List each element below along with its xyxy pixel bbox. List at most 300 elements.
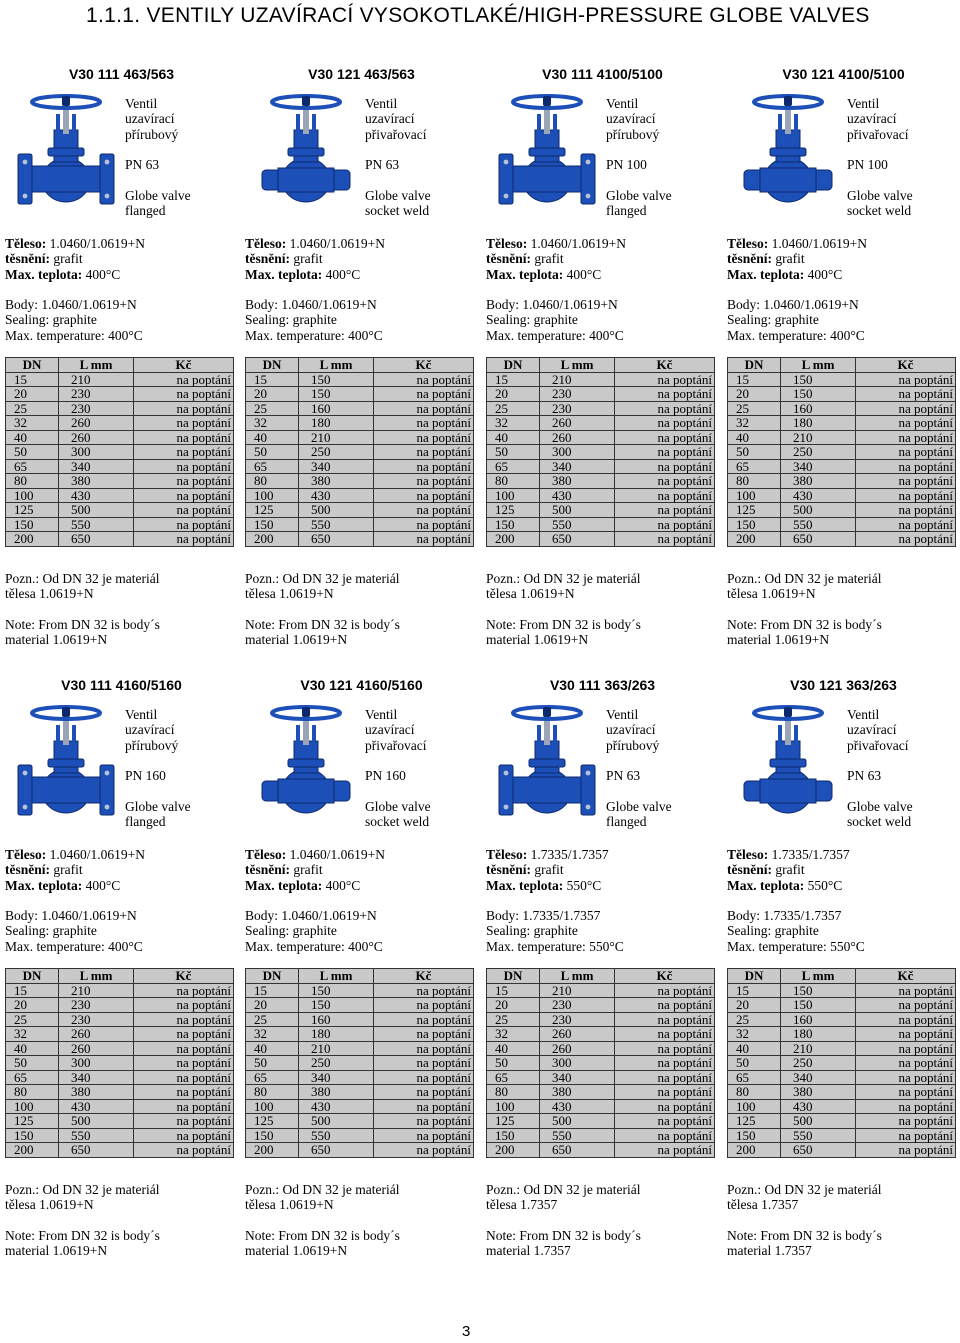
table-cell: 50 bbox=[487, 1056, 540, 1071]
spec-czech bbox=[727, 236, 867, 282]
table-cell: 550 bbox=[59, 1128, 134, 1143]
spec-line: Max. teplota: 400°C bbox=[486, 266, 602, 282]
table-cell: 340 bbox=[781, 1070, 856, 1085]
table-row bbox=[487, 517, 715, 532]
valve-image bbox=[12, 90, 120, 208]
table-row bbox=[6, 430, 234, 445]
table-row bbox=[6, 488, 234, 503]
material-note bbox=[5, 1182, 160, 1258]
table-cell: na poptání bbox=[374, 1128, 474, 1143]
spec-line: Body: 1.0460/1.0619+N bbox=[727, 297, 859, 312]
dimension-table bbox=[5, 357, 234, 547]
table-row bbox=[728, 416, 956, 431]
table-cell: 200 bbox=[487, 532, 540, 547]
table-cell: na poptání bbox=[374, 1114, 474, 1129]
table-cell: na poptání bbox=[134, 1099, 234, 1114]
table-row bbox=[487, 1128, 715, 1143]
dimension-table bbox=[245, 968, 474, 1158]
note-line: tělesa 1.0619+N bbox=[245, 586, 334, 602]
description-line bbox=[365, 783, 431, 798]
table-row bbox=[246, 998, 474, 1013]
table-row bbox=[487, 387, 715, 402]
spec-english bbox=[5, 297, 143, 343]
table-row bbox=[487, 401, 715, 416]
table-cell: 20 bbox=[246, 387, 299, 402]
description-line: PN 160 bbox=[125, 768, 166, 784]
note-line: Pozn.: Od DN 32 je materiál bbox=[727, 1182, 882, 1197]
description-line: PN 63 bbox=[606, 768, 641, 784]
table-row bbox=[728, 517, 956, 532]
table-cell: na poptání bbox=[856, 1143, 956, 1158]
table-row bbox=[487, 430, 715, 445]
description-line bbox=[125, 142, 191, 157]
table-header: DN bbox=[487, 358, 540, 373]
table-cell: 150 bbox=[6, 1128, 59, 1143]
spec-line: Max. temperature: 400°C bbox=[727, 327, 865, 343]
table-cell: 125 bbox=[246, 503, 299, 518]
model-code: V30 111 4100/5100 bbox=[542, 66, 663, 82]
table-cell: na poptání bbox=[615, 488, 715, 503]
material-note bbox=[727, 571, 882, 647]
table-cell: na poptání bbox=[374, 1085, 474, 1100]
table-header: Kč bbox=[856, 969, 956, 984]
table-cell: na poptání bbox=[374, 1143, 474, 1158]
valve-block bbox=[5, 677, 238, 1267]
table-row bbox=[487, 1041, 715, 1056]
table-cell: 50 bbox=[246, 1056, 299, 1071]
table-row bbox=[728, 1085, 956, 1100]
table-row bbox=[246, 1128, 474, 1143]
table-cell: 300 bbox=[540, 445, 615, 460]
table-cell: 210 bbox=[299, 430, 374, 445]
table-cell: 15 bbox=[728, 372, 781, 387]
table-cell: na poptání bbox=[134, 1114, 234, 1129]
table-cell: 65 bbox=[246, 1070, 299, 1085]
description-line bbox=[125, 172, 191, 187]
spec-line: Těleso: 1.0460/1.0619+N bbox=[245, 236, 385, 251]
table-cell: na poptání bbox=[856, 1012, 956, 1027]
table-cell: 160 bbox=[781, 1012, 856, 1027]
valve-description bbox=[606, 96, 672, 218]
spec-english bbox=[486, 908, 624, 954]
table-cell: 650 bbox=[540, 532, 615, 547]
table-cell: 80 bbox=[246, 1085, 299, 1100]
table-header: L mm bbox=[59, 969, 134, 984]
table-cell: 160 bbox=[299, 1012, 374, 1027]
table-cell: 650 bbox=[781, 532, 856, 547]
table-cell: na poptání bbox=[856, 488, 956, 503]
table-row bbox=[728, 1027, 956, 1042]
table-cell: 180 bbox=[299, 1027, 374, 1042]
table-cell: 430 bbox=[59, 1099, 134, 1114]
table-cell: 430 bbox=[540, 1099, 615, 1114]
table-cell: 80 bbox=[246, 474, 299, 489]
table-cell: 200 bbox=[6, 1143, 59, 1158]
table-cell: 430 bbox=[781, 488, 856, 503]
note-line bbox=[727, 1213, 882, 1228]
spec-line: Sealing: graphite bbox=[727, 312, 819, 328]
table-cell: 230 bbox=[59, 387, 134, 402]
table-cell: na poptání bbox=[374, 1012, 474, 1027]
table-cell: 25 bbox=[6, 1012, 59, 1027]
description-line: Globe valve bbox=[847, 798, 913, 814]
valve-image bbox=[252, 701, 360, 819]
table-cell: na poptání bbox=[856, 1085, 956, 1100]
table-cell: 40 bbox=[6, 1041, 59, 1056]
table-cell: na poptání bbox=[856, 416, 956, 431]
table-cell: na poptání bbox=[374, 474, 474, 489]
note-line: Note: From DN 32 is body´s bbox=[5, 616, 160, 632]
table-row bbox=[487, 983, 715, 998]
table-cell: 200 bbox=[487, 1143, 540, 1158]
table-cell: 25 bbox=[728, 1012, 781, 1027]
table-cell: 125 bbox=[728, 1114, 781, 1129]
valve-block bbox=[486, 66, 719, 656]
table-cell: na poptání bbox=[615, 474, 715, 489]
table-cell: na poptání bbox=[615, 372, 715, 387]
model-code: V30 111 463/563 bbox=[68, 66, 175, 82]
table-cell: 380 bbox=[59, 1085, 134, 1100]
table-row bbox=[6, 387, 234, 402]
table-cell: na poptání bbox=[374, 488, 474, 503]
table-cell: 550 bbox=[299, 517, 374, 532]
description-line: Globe valve bbox=[125, 798, 191, 814]
table-header: Kč bbox=[134, 969, 234, 984]
table-cell: 500 bbox=[781, 1114, 856, 1129]
table-header: DN bbox=[487, 969, 540, 984]
table-row bbox=[487, 445, 715, 460]
table-cell: 40 bbox=[6, 430, 59, 445]
spec-line: Max. teplota: 400°C bbox=[245, 266, 361, 282]
spec-line: Max. teplota: 400°C bbox=[727, 266, 843, 282]
table-cell: na poptání bbox=[134, 416, 234, 431]
valve-image bbox=[252, 90, 360, 208]
table-cell: 180 bbox=[299, 416, 374, 431]
table-row bbox=[728, 474, 956, 489]
note-line: Pozn.: Od DN 32 je materiál bbox=[486, 571, 641, 586]
spec-line: Max. temperature: 400°C bbox=[5, 327, 143, 343]
table-cell: na poptání bbox=[134, 1012, 234, 1027]
note-line: material 1.0619+N bbox=[5, 1243, 108, 1259]
spec-czech bbox=[727, 847, 850, 893]
spec-line: Těleso: 1.0460/1.0619+N bbox=[5, 236, 145, 251]
table-cell: 65 bbox=[246, 459, 299, 474]
spec-line: Max. teplota: 400°C bbox=[245, 877, 361, 893]
table-row bbox=[487, 998, 715, 1013]
table-cell: na poptání bbox=[615, 532, 715, 547]
table-cell: 430 bbox=[59, 488, 134, 503]
description-line: flanged bbox=[606, 203, 647, 219]
table-cell: na poptání bbox=[856, 1128, 956, 1143]
table-cell: na poptání bbox=[856, 474, 956, 489]
model-code: V30 121 4160/5160 bbox=[300, 677, 423, 693]
spec-czech bbox=[245, 236, 385, 282]
table-cell: na poptání bbox=[615, 1056, 715, 1071]
table-cell: 150 bbox=[781, 387, 856, 402]
table-cell: na poptání bbox=[856, 1027, 956, 1042]
table-cell: 32 bbox=[728, 1027, 781, 1042]
table-header-row bbox=[728, 969, 956, 984]
spec-czech bbox=[486, 236, 626, 282]
table-cell: 550 bbox=[781, 1128, 856, 1143]
table-cell: 32 bbox=[487, 1027, 540, 1042]
description-line: Globe valve bbox=[847, 187, 913, 203]
description-line: přivařovací bbox=[365, 737, 427, 753]
valve-description bbox=[125, 96, 191, 218]
table-cell: 260 bbox=[59, 1027, 134, 1042]
description-line bbox=[847, 172, 913, 187]
table-row bbox=[728, 1099, 956, 1114]
table-row bbox=[6, 1056, 234, 1071]
spec-line: Sealing: graphite bbox=[245, 923, 337, 939]
table-row bbox=[246, 1056, 474, 1071]
table-cell: 550 bbox=[781, 517, 856, 532]
note-line: material 1.7357 bbox=[727, 1243, 812, 1259]
table-row bbox=[246, 459, 474, 474]
table-cell: 200 bbox=[728, 532, 781, 547]
table-row bbox=[246, 1012, 474, 1027]
table-cell: 80 bbox=[487, 1085, 540, 1100]
table-cell: na poptání bbox=[856, 445, 956, 460]
table-cell: na poptání bbox=[134, 430, 234, 445]
description-line: Globe valve bbox=[606, 187, 672, 203]
description-line: přírubový bbox=[125, 126, 179, 142]
model-code: V30 111 4160/5160 bbox=[61, 677, 182, 693]
note-line bbox=[5, 602, 160, 617]
table-cell: na poptání bbox=[374, 532, 474, 547]
table-cell: 40 bbox=[728, 1041, 781, 1056]
note-line: tělesa 1.0619+N bbox=[727, 586, 816, 602]
table-cell: 260 bbox=[59, 430, 134, 445]
table-row bbox=[6, 1128, 234, 1143]
table-cell: 125 bbox=[487, 1114, 540, 1129]
table-row bbox=[487, 474, 715, 489]
table-cell: na poptání bbox=[374, 430, 474, 445]
table-cell: na poptání bbox=[615, 445, 715, 460]
table-header-row bbox=[487, 969, 715, 984]
spec-line: těsnění: grafit bbox=[5, 251, 83, 267]
table-cell: 15 bbox=[728, 983, 781, 998]
table-row bbox=[728, 983, 956, 998]
table-row bbox=[487, 1056, 715, 1071]
valve-block bbox=[727, 66, 960, 656]
table-cell: na poptání bbox=[374, 459, 474, 474]
description-line: Globe valve bbox=[125, 187, 191, 203]
table-row bbox=[6, 1070, 234, 1085]
description-line: přivařovací bbox=[847, 126, 909, 142]
table-header: DN bbox=[6, 358, 59, 373]
table-cell: 20 bbox=[246, 998, 299, 1013]
table-header: Kč bbox=[615, 969, 715, 984]
table-header: Kč bbox=[374, 969, 474, 984]
note-line: Note: From DN 32 is body´s bbox=[727, 616, 882, 632]
description-line: Ventil bbox=[365, 96, 398, 111]
dimension-table bbox=[486, 357, 715, 547]
table-row bbox=[246, 387, 474, 402]
table-row bbox=[487, 532, 715, 547]
table-cell: na poptání bbox=[856, 387, 956, 402]
table-cell: 340 bbox=[540, 459, 615, 474]
table-cell: 230 bbox=[540, 1012, 615, 1027]
note-line: material 1.7357 bbox=[486, 1243, 571, 1259]
table-cell: 20 bbox=[6, 998, 59, 1013]
table-row bbox=[728, 1128, 956, 1143]
table-cell: 65 bbox=[487, 459, 540, 474]
table-cell: 300 bbox=[59, 445, 134, 460]
table-cell: 20 bbox=[6, 387, 59, 402]
description-line: uzavírací bbox=[606, 722, 656, 738]
table-cell: 200 bbox=[246, 532, 299, 547]
table-cell: na poptání bbox=[615, 1099, 715, 1114]
material-note bbox=[245, 571, 400, 647]
description-line: PN 63 bbox=[847, 768, 882, 784]
valve-image bbox=[493, 701, 601, 819]
table-cell: na poptání bbox=[134, 532, 234, 547]
table-cell: na poptání bbox=[134, 503, 234, 518]
spec-line: těsnění: grafit bbox=[5, 862, 83, 878]
description-line: socket weld bbox=[847, 203, 912, 219]
spec-english bbox=[727, 297, 865, 343]
table-cell: 230 bbox=[540, 998, 615, 1013]
spec-line: těsnění: grafit bbox=[727, 251, 805, 267]
description-line bbox=[125, 753, 191, 768]
description-line: uzavírací bbox=[606, 111, 656, 127]
note-line: material 1.0619+N bbox=[245, 632, 348, 648]
table-cell: 25 bbox=[6, 401, 59, 416]
table-cell: na poptání bbox=[134, 1056, 234, 1071]
table-cell: na poptání bbox=[134, 1085, 234, 1100]
table-row bbox=[6, 401, 234, 416]
table-cell: 550 bbox=[59, 517, 134, 532]
table-cell: 380 bbox=[781, 474, 856, 489]
table-cell: 250 bbox=[781, 1056, 856, 1071]
spec-line: těsnění: grafit bbox=[486, 251, 564, 267]
table-header: DN bbox=[728, 358, 781, 373]
spec-line: Max. temperature: 550°C bbox=[727, 938, 865, 954]
table-cell: 650 bbox=[781, 1143, 856, 1158]
table-row bbox=[246, 488, 474, 503]
table-cell: 300 bbox=[59, 1056, 134, 1071]
table-cell: na poptání bbox=[374, 416, 474, 431]
table-row bbox=[487, 1070, 715, 1085]
table-row bbox=[246, 445, 474, 460]
table-cell: 80 bbox=[487, 474, 540, 489]
table-cell: na poptání bbox=[615, 1114, 715, 1129]
table-cell: na poptání bbox=[615, 416, 715, 431]
table-cell: na poptání bbox=[134, 1027, 234, 1042]
table-header-row bbox=[728, 358, 956, 373]
table-cell: 150 bbox=[246, 517, 299, 532]
table-cell: na poptání bbox=[374, 401, 474, 416]
table-cell: 250 bbox=[781, 445, 856, 460]
table-cell: 500 bbox=[299, 1114, 374, 1129]
table-cell: 260 bbox=[540, 416, 615, 431]
table-row bbox=[6, 1041, 234, 1056]
table-cell: 230 bbox=[59, 401, 134, 416]
table-cell: 100 bbox=[728, 488, 781, 503]
table-cell: 180 bbox=[781, 1027, 856, 1042]
table-cell: 125 bbox=[728, 503, 781, 518]
valve-block bbox=[245, 677, 478, 1267]
table-cell: na poptání bbox=[134, 1143, 234, 1158]
spec-line: Sealing: graphite bbox=[5, 312, 97, 328]
spec-line: Body: 1.0460/1.0619+N bbox=[5, 297, 137, 312]
table-cell: 260 bbox=[540, 1041, 615, 1056]
table-row bbox=[6, 503, 234, 518]
table-cell: na poptání bbox=[615, 1012, 715, 1027]
spec-line: Sealing: graphite bbox=[486, 312, 578, 328]
table-cell: 65 bbox=[6, 459, 59, 474]
table-header: L mm bbox=[781, 969, 856, 984]
table-row bbox=[6, 1012, 234, 1027]
model-code: V30 111 363/263 bbox=[549, 677, 656, 693]
table-row bbox=[6, 1027, 234, 1042]
valve-image bbox=[734, 90, 842, 208]
table-header: L mm bbox=[781, 358, 856, 373]
table-cell: 430 bbox=[540, 488, 615, 503]
table-cell: na poptání bbox=[374, 517, 474, 532]
table-row bbox=[487, 1085, 715, 1100]
spec-line: Sealing: graphite bbox=[486, 923, 578, 939]
table-cell: 210 bbox=[540, 372, 615, 387]
table-header: DN bbox=[246, 969, 299, 984]
table-cell: 150 bbox=[299, 998, 374, 1013]
table-row bbox=[6, 1099, 234, 1114]
table-cell: na poptání bbox=[134, 1128, 234, 1143]
note-line: tělesa 1.0619+N bbox=[5, 1197, 94, 1213]
description-line bbox=[365, 142, 431, 157]
table-cell: na poptání bbox=[374, 1056, 474, 1071]
table-cell: 50 bbox=[6, 445, 59, 460]
table-cell: 100 bbox=[246, 488, 299, 503]
table-cell: 15 bbox=[6, 372, 59, 387]
table-cell: 150 bbox=[728, 1128, 781, 1143]
table-cell: 340 bbox=[781, 459, 856, 474]
spec-line: Těleso: 1.0460/1.0619+N bbox=[486, 236, 626, 251]
spec-line: Těleso: 1.7335/1.7357 bbox=[486, 847, 609, 862]
table-row bbox=[6, 1143, 234, 1158]
table-cell: 15 bbox=[487, 983, 540, 998]
table-row bbox=[6, 372, 234, 387]
table-header: DN bbox=[246, 358, 299, 373]
table-row bbox=[246, 1085, 474, 1100]
description-line: uzavírací bbox=[125, 111, 175, 127]
table-cell: na poptání bbox=[856, 459, 956, 474]
dimension-table bbox=[486, 968, 715, 1158]
table-row bbox=[728, 998, 956, 1013]
spec-line: Body: 1.0460/1.0619+N bbox=[245, 908, 377, 923]
table-cell: 210 bbox=[59, 372, 134, 387]
table-cell: 100 bbox=[246, 1099, 299, 1114]
table-row bbox=[728, 1056, 956, 1071]
table-cell: na poptání bbox=[374, 1041, 474, 1056]
spec-czech bbox=[5, 847, 145, 893]
table-cell: na poptání bbox=[856, 401, 956, 416]
spec-english bbox=[486, 297, 624, 343]
table-row bbox=[487, 416, 715, 431]
material-note bbox=[245, 1182, 400, 1258]
valve-block bbox=[5, 66, 238, 656]
table-cell: 32 bbox=[487, 416, 540, 431]
table-cell: 125 bbox=[487, 503, 540, 518]
valve-image bbox=[493, 90, 601, 208]
spec-line: Těleso: 1.7335/1.7357 bbox=[727, 847, 850, 862]
table-header: DN bbox=[6, 969, 59, 984]
note-line: material 1.0619+N bbox=[245, 1243, 348, 1259]
note-line bbox=[5, 1213, 160, 1228]
note-line: Note: From DN 32 is body´s bbox=[486, 1227, 641, 1243]
dimension-table bbox=[727, 357, 956, 547]
